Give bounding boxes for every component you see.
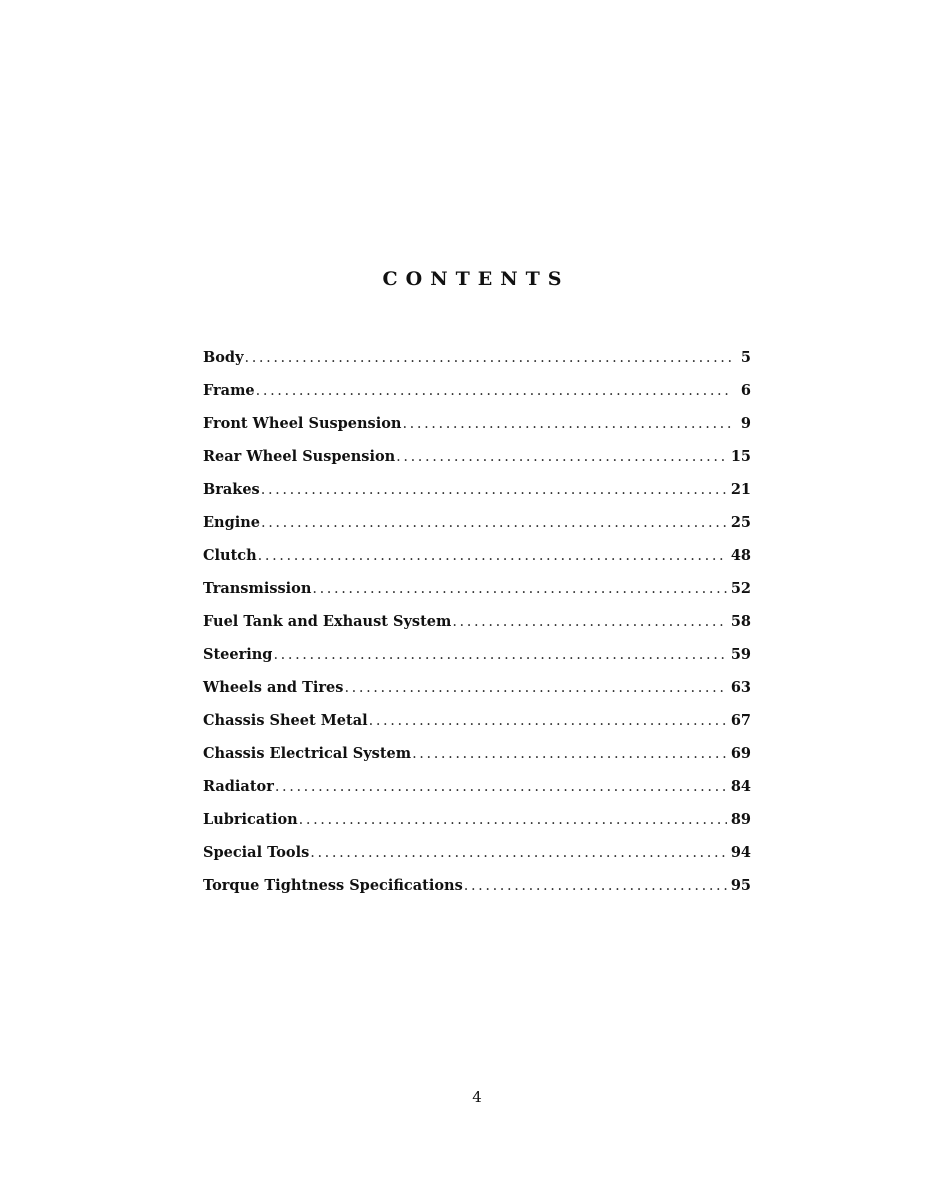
dot-leader	[464, 878, 727, 894]
toc-entry-label: Brakes	[203, 481, 260, 498]
dot-leader	[275, 779, 727, 795]
dot-leader	[256, 383, 731, 399]
toc-entry-page: 15	[730, 448, 751, 465]
toc-entry-label: Chassis Sheet Metal	[203, 712, 368, 729]
dot-leader	[261, 482, 727, 498]
dot-leader	[273, 647, 726, 663]
toc-entry-radiator[interactable]	[203, 778, 751, 811]
toc-entry-fuel-tank-exhaust[interactable]	[203, 613, 751, 646]
toc-entry-label: Wheels and Tires	[203, 679, 344, 696]
contents-title: CONTENTS	[382, 268, 570, 290]
toc-entry-label: Frame	[203, 382, 255, 399]
toc-entry-page: 94	[730, 844, 751, 861]
toc-entry-engine[interactable]	[203, 514, 751, 547]
toc-entry-page: 67	[730, 712, 751, 729]
dot-leader	[312, 581, 726, 597]
toc-entry-body[interactable]	[203, 349, 751, 382]
dot-leader	[245, 350, 732, 366]
toc-entry-wheels-tires[interactable]	[203, 679, 751, 712]
toc-entry-page: 95	[730, 877, 751, 894]
toc-entry-label: Rear Wheel Suspension	[203, 448, 396, 465]
toc-entry-label: Front Wheel Suspension	[203, 415, 402, 432]
toc-entry-special-tools[interactable]	[203, 844, 751, 877]
toc-entry-label: Transmission	[203, 580, 312, 597]
toc-entry-label: Fuel Tank and Exhaust System	[203, 613, 452, 630]
toc-entry-page: 25	[730, 514, 751, 531]
toc-entry-page: 9	[740, 415, 751, 432]
toc-entry-transmission[interactable]	[203, 580, 751, 613]
toc-entry-label: Engine	[203, 514, 261, 531]
page-number: 4	[472, 1088, 482, 1106]
toc-entry-lubrication[interactable]	[203, 811, 751, 844]
toc-entry-label: Lubrication	[203, 811, 298, 828]
toc-entry-label: Clutch	[203, 547, 257, 564]
toc-entry-page: 58	[730, 613, 751, 630]
toc-entry-chassis-sheet-metal[interactable]	[203, 712, 751, 745]
toc-entry-page: 63	[730, 679, 751, 696]
toc-entry-rear-wheel-suspension[interactable]	[203, 448, 751, 481]
toc-entry-page: 89	[730, 811, 751, 828]
toc-entry-page: 48	[730, 547, 751, 564]
toc-entry-label: Steering	[203, 646, 273, 663]
dot-leader	[452, 614, 726, 630]
toc-entry-label: Body	[203, 349, 244, 366]
toc-entry-label: Chassis Electrical System	[203, 745, 412, 762]
dot-leader	[310, 845, 727, 861]
dot-leader	[369, 713, 727, 729]
toc-entry-page: 21	[730, 481, 751, 498]
toc-entry-page: 59	[730, 646, 751, 663]
dot-leader	[261, 515, 727, 531]
toc-entry-frame[interactable]	[203, 382, 751, 415]
toc-entry-front-wheel-suspension[interactable]	[203, 415, 751, 448]
toc-entry-page: 84	[730, 778, 751, 795]
dot-leader	[412, 746, 727, 762]
dot-leader	[299, 812, 727, 828]
table-of-contents	[203, 349, 751, 910]
toc-entry-page: 69	[730, 745, 751, 762]
toc-entry-page: 52	[730, 580, 751, 597]
toc-entry-brakes[interactable]	[203, 481, 751, 514]
toc-entry-torque-specifications[interactable]	[203, 877, 751, 910]
toc-entry-label: Special Tools	[203, 844, 310, 861]
dot-leader	[258, 548, 727, 564]
dot-leader	[344, 680, 726, 696]
toc-entry-label: Radiator	[203, 778, 274, 795]
toc-entry-clutch[interactable]	[203, 547, 751, 580]
toc-entry-page: 5	[740, 349, 751, 366]
toc-entry-chassis-electrical[interactable]	[203, 745, 751, 778]
toc-entry-page: 6	[740, 382, 751, 399]
dot-leader	[402, 416, 731, 432]
dot-leader	[396, 449, 727, 465]
toc-entry-steering[interactable]	[203, 646, 751, 679]
toc-entry-label: Torque Tightness Specifications	[203, 877, 463, 894]
